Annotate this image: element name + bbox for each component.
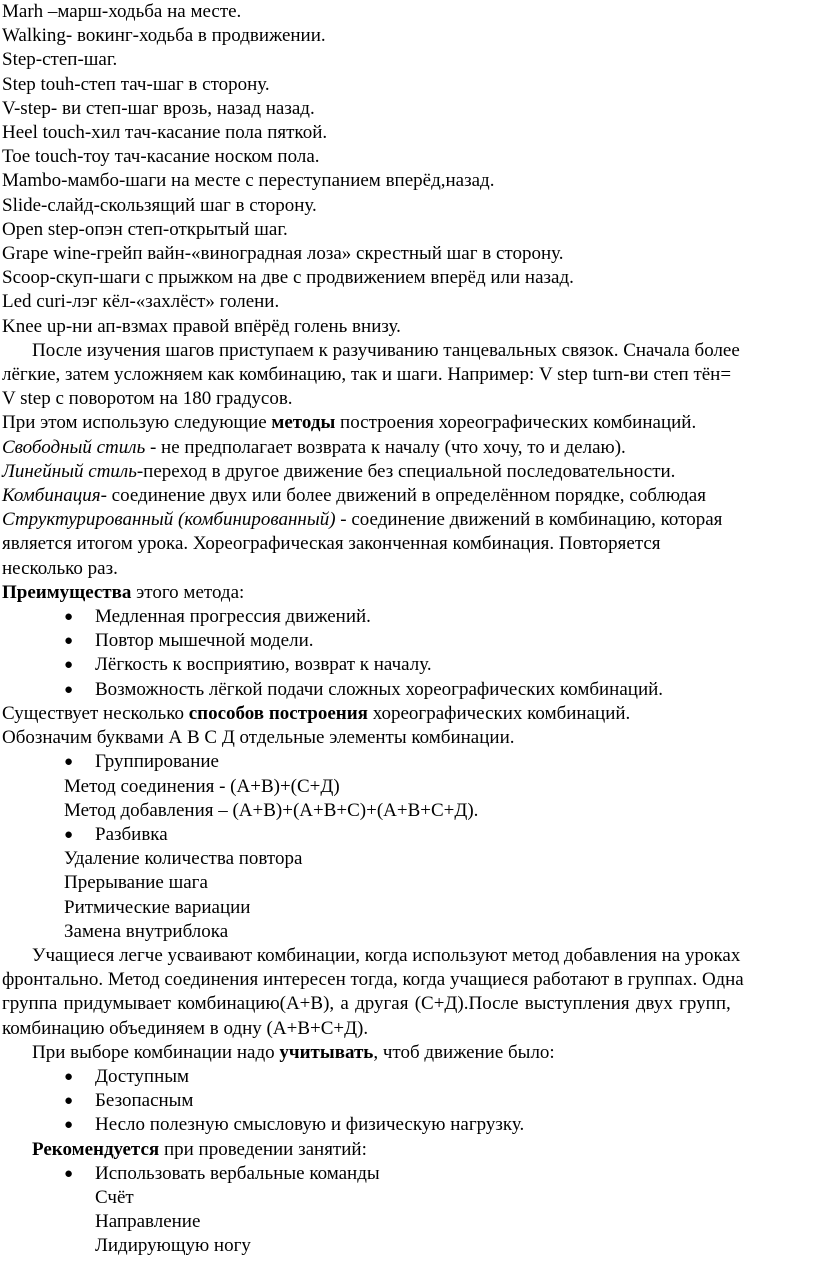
list-item xyxy=(2,605,813,629)
list-item xyxy=(2,629,813,653)
list-item xyxy=(2,1113,813,1137)
term-line: Heel touch-хил тач-касание пола пяткой. xyxy=(2,122,328,144)
methods-line xyxy=(2,411,813,435)
consider-line xyxy=(2,1041,813,1065)
bullet-icon: ● xyxy=(64,1165,74,1182)
advantages-list xyxy=(2,605,813,702)
list-item-text: Несло полезную смысловую и физическую нагрузку. xyxy=(95,1114,525,1136)
text-line: является итогом урока. Хореографическая законченная комбинация. Повторяется xyxy=(2,533,661,555)
methods-post: построения хореографических комбинаций. xyxy=(335,412,697,434)
text-line: фронтально. Метод соединения интересен тогда, когда учащиеся работают в группах. Одна xyxy=(2,969,744,991)
recommend-post: при проведении занятий: xyxy=(159,1138,367,1160)
bullet-icon: ● xyxy=(64,1093,74,1110)
term-line: Step touh-степ тач-шаг в сторону. xyxy=(2,73,270,95)
term-line: Grape wine-грейп вайн-«виноградная лоза» скрестный шаг в сторону. xyxy=(2,243,564,265)
bullet-icon: ● xyxy=(64,826,74,843)
advantages-bold: Преимущества xyxy=(2,581,132,603)
term-line: Open step-опэн степ-открытый шаг. xyxy=(2,218,288,240)
text-line: несколько раз. xyxy=(2,557,118,579)
letters-line: Обозначим буквами А В С Д отдельные элементы комбинации. xyxy=(2,727,515,749)
bullet-icon: ● xyxy=(64,657,74,674)
text-line: группа придумывает комбинацию(А+В), а другая (С+Д).После выступления двух групп, xyxy=(2,993,731,1015)
bullet-icon: ● xyxy=(64,633,74,650)
terms-list xyxy=(2,0,813,339)
style-combination xyxy=(2,484,813,508)
methods-pre: При этом использую следующие xyxy=(2,412,272,434)
style-term: Свободный стиль xyxy=(2,436,146,458)
advantages-heading xyxy=(2,581,813,605)
breakdown-line: Замена внутриблока xyxy=(64,920,229,942)
list-item xyxy=(2,678,813,702)
list-item-text: Группирование xyxy=(95,751,219,773)
recommend-bold: Рекомендуется xyxy=(32,1138,160,1160)
breakdown-line: Удаление количества повтора xyxy=(64,848,303,870)
text-line: лёгкие, затем усложняем как комбинацию, так и шаги. Например: V step turn-ви степ тён= xyxy=(2,364,732,386)
bullet-icon: ● xyxy=(64,609,74,626)
term-line: Walking- вокинг-ходьба в продвижении. xyxy=(2,25,326,47)
intro-paragraph xyxy=(2,339,813,412)
text-line xyxy=(2,508,813,532)
ways-pre: Существует несколько xyxy=(2,702,189,724)
advantages-post: этого метода: xyxy=(131,581,245,603)
style-term: Линейный стиль xyxy=(2,460,137,482)
term-line: Slide-слайд-скользящий шаг в сторону. xyxy=(2,194,317,216)
structured-text: - соединение движений в комбинацию, которая xyxy=(335,509,723,531)
ways-bold: способов построения xyxy=(188,702,368,724)
list-item xyxy=(2,1089,813,1113)
style-text: -переход в другое движение без специальной последовательности. xyxy=(136,460,676,482)
text-line: комбинацию объединяем в одну (А+В+С+Д). xyxy=(2,1017,369,1039)
text-line: После изучения шагов приступаем к разучиванию танцевальных связок. Сначала более xyxy=(32,339,740,361)
list-item xyxy=(2,653,813,677)
list-item-text: Использовать вербальные команды xyxy=(95,1162,380,1184)
term-line: Toe touch-тоу тач-касание носком пола. xyxy=(2,146,320,168)
grouping-line: Метод добавления – (А+В)+(А+В+С)+(А+В+С+Д). xyxy=(64,799,479,821)
style-free xyxy=(2,436,813,460)
term-line: Knee up-ни ап-взмах правой впёрёд голень внизу. xyxy=(2,315,401,337)
structured-term: Структурированный (комбинированный) xyxy=(2,509,336,531)
bullet-icon: ● xyxy=(64,681,74,698)
grouping-line: Метод соединения - (А+В)+(С+Д) xyxy=(64,775,340,797)
style-text: - соединение двух или более движений в определённом порядке, соблюдая xyxy=(100,485,706,507)
style-linear xyxy=(2,460,813,484)
methods-bold: методы xyxy=(271,412,336,434)
term-line: Led curi-лэг кёл-«захлёст» голени. xyxy=(2,291,280,313)
bullet-icon: ● xyxy=(64,1117,74,1134)
term-line: Scoop-скуп-шаги с прыжком на две с продвижением вперёд или назад. xyxy=(2,267,574,289)
consider-bold: учитывать xyxy=(279,1041,374,1063)
consider-list xyxy=(2,1065,813,1138)
list-item-text: Возможность лёгкой подачи сложных хореографических комбинаций. xyxy=(95,678,664,700)
text-line: Учащиеся легче усваивают комбинации, когда используют метод добавления на уроках xyxy=(32,944,741,966)
recommend-subitem: Лидирующую ногу xyxy=(95,1235,251,1257)
list-item-text: Медленная прогрессия движений. xyxy=(95,606,371,628)
list-item-breakdown xyxy=(2,823,813,847)
term-line: V-step- ви степ-шаг врозь, назад назад. xyxy=(2,97,315,119)
list-item-text: Разбивка xyxy=(95,823,168,845)
list-item-text: Повтор мышечной модели. xyxy=(95,630,314,652)
bullet-icon: ● xyxy=(64,1068,74,1085)
recommend-line xyxy=(2,1138,813,1162)
text-line: V step с поворотом на 180 градусов. xyxy=(2,388,293,410)
recommend-subitem: Счёт xyxy=(95,1186,134,1208)
term-line: Marh –марш-ходьба на месте. xyxy=(2,1,242,22)
structured-paragraph xyxy=(2,508,813,581)
term-line: Mambo-мамбо-шаги на месте с переступанием вперёд,назад. xyxy=(2,170,495,192)
list-item xyxy=(2,1065,813,1089)
list-item xyxy=(2,1162,813,1186)
list-item-text: Доступным xyxy=(95,1065,190,1087)
breakdown-line: Прерывание шага xyxy=(64,872,208,894)
style-text: - не предполагает возврата к началу (что хочу, то и делаю). xyxy=(145,436,626,458)
consider-pre: При выборе комбинации надо xyxy=(32,1041,280,1063)
breakdown-line: Ритмические вариации xyxy=(64,896,251,918)
ways-line xyxy=(2,702,813,726)
consider-post: , чтоб движение было: xyxy=(373,1041,555,1063)
ways-post: хореографических комбинаций. xyxy=(367,702,631,724)
list-item-grouping xyxy=(2,750,813,774)
bullet-icon: ● xyxy=(64,754,74,771)
list-item-text: Лёгкость к восприятию, возврат к началу. xyxy=(95,654,432,676)
recommend-subitem: Направление xyxy=(95,1211,201,1233)
list-item-text: Безопасным xyxy=(95,1090,194,1112)
style-term: Комбинация xyxy=(2,485,101,507)
students-paragraph xyxy=(2,944,813,1041)
term-line: Step-степ-шаг. xyxy=(2,49,118,71)
